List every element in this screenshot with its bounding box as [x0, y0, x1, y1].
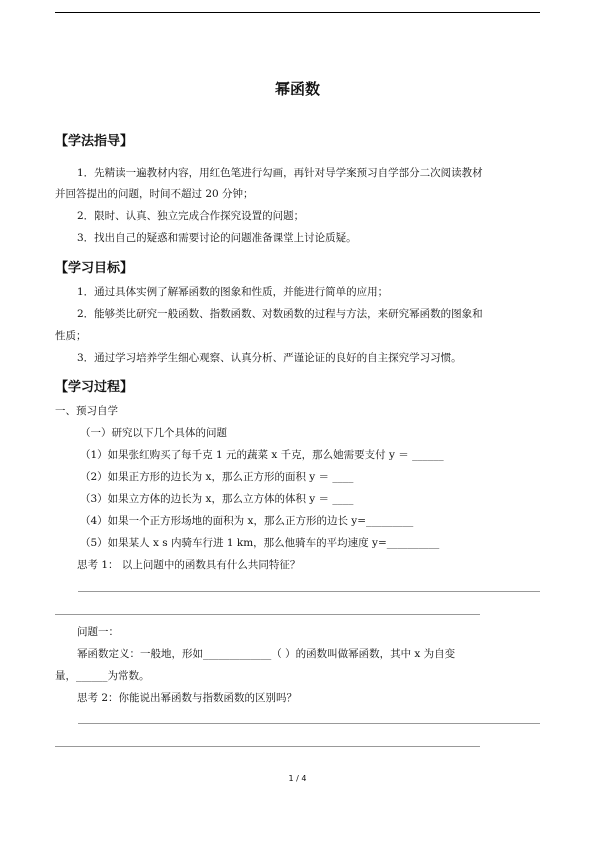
goal-item-1: 1．通过具体实例了解幂函数的图象和性质，并能进行简单的应用；	[77, 286, 389, 298]
goal-item-2: 2．能够类比研究一般函数、指数函数、对数函数的过程与方法，来研究幂函数的图象和	[77, 308, 483, 320]
think-1: 思考 1： 以上问题中的函数具有什么共同特征？	[77, 559, 301, 571]
answer-line[interactable]	[55, 614, 480, 615]
goal-item-2-cont: 性质；	[55, 330, 87, 342]
section-heading-method: 【学法指导】	[55, 134, 134, 149]
definition-line-1: 幂函数定义：一般地，形如_____________（ ）的函数叫做幂函数，其中 x 为自变	[77, 648, 456, 660]
method-item-1: 1．先精读一遍教材内容，用红色笔进行勾画，再针对导学案预习自学部分二次阅读教材	[77, 167, 483, 179]
section-heading-goals: 【学习目标】	[55, 261, 134, 276]
question-4: （4）如果一个正方形场地的面积为 x，那么正方形的边长 y=_________	[80, 515, 414, 527]
definition-line-2: 量，______为常数。	[55, 670, 150, 682]
question-5: （5）如果某人 x s 内骑车行进 1 km，那么他骑车的平均速度 y=__________	[80, 537, 440, 549]
question-3: （3）如果立方体的边长为 x，那么立方体的体积 y ＝ ____	[80, 493, 354, 505]
answer-line[interactable]	[55, 746, 480, 747]
page-title: 幂函数	[274, 80, 320, 98]
method-item-1-cont: 并回答提出的问题，时间不超过 20 分钟；	[55, 188, 254, 200]
part1-heading: 一、预习自学	[55, 405, 118, 417]
question-1: （1）如果张红购买了每千克 1 元的蔬菜 x 千克，那么她需要支付 y ＝ ______	[80, 449, 444, 461]
page-number: 1 / 4	[288, 774, 307, 783]
header-rule	[55, 12, 540, 13]
think-2: 思考 2：你能说出幂函数与指数函数的区别吗？	[77, 692, 298, 704]
question-2: （2）如果正方形的边长为 x，那么正方形的面积 y ＝ ____	[80, 471, 354, 483]
method-item-3: 3．找出自己的疑惑和需要讨论的问题准备课堂上讨论质疑。	[77, 232, 357, 244]
answer-line[interactable]	[78, 723, 540, 724]
sub1-heading: （一）研究以下几个具体的问题	[80, 427, 227, 439]
goal-item-3: 3．通过学习培养学生细心观察、认真分析、严谨论证的良好的自主探究学习习惯。	[77, 352, 462, 364]
answer-line[interactable]	[78, 591, 540, 592]
section-heading-process: 【学习过程】	[55, 380, 134, 395]
problem-1-label: 问题一：	[77, 626, 119, 638]
method-item-2: 2．限时、认真、独立完成合作探究设置的问题；	[77, 210, 305, 222]
